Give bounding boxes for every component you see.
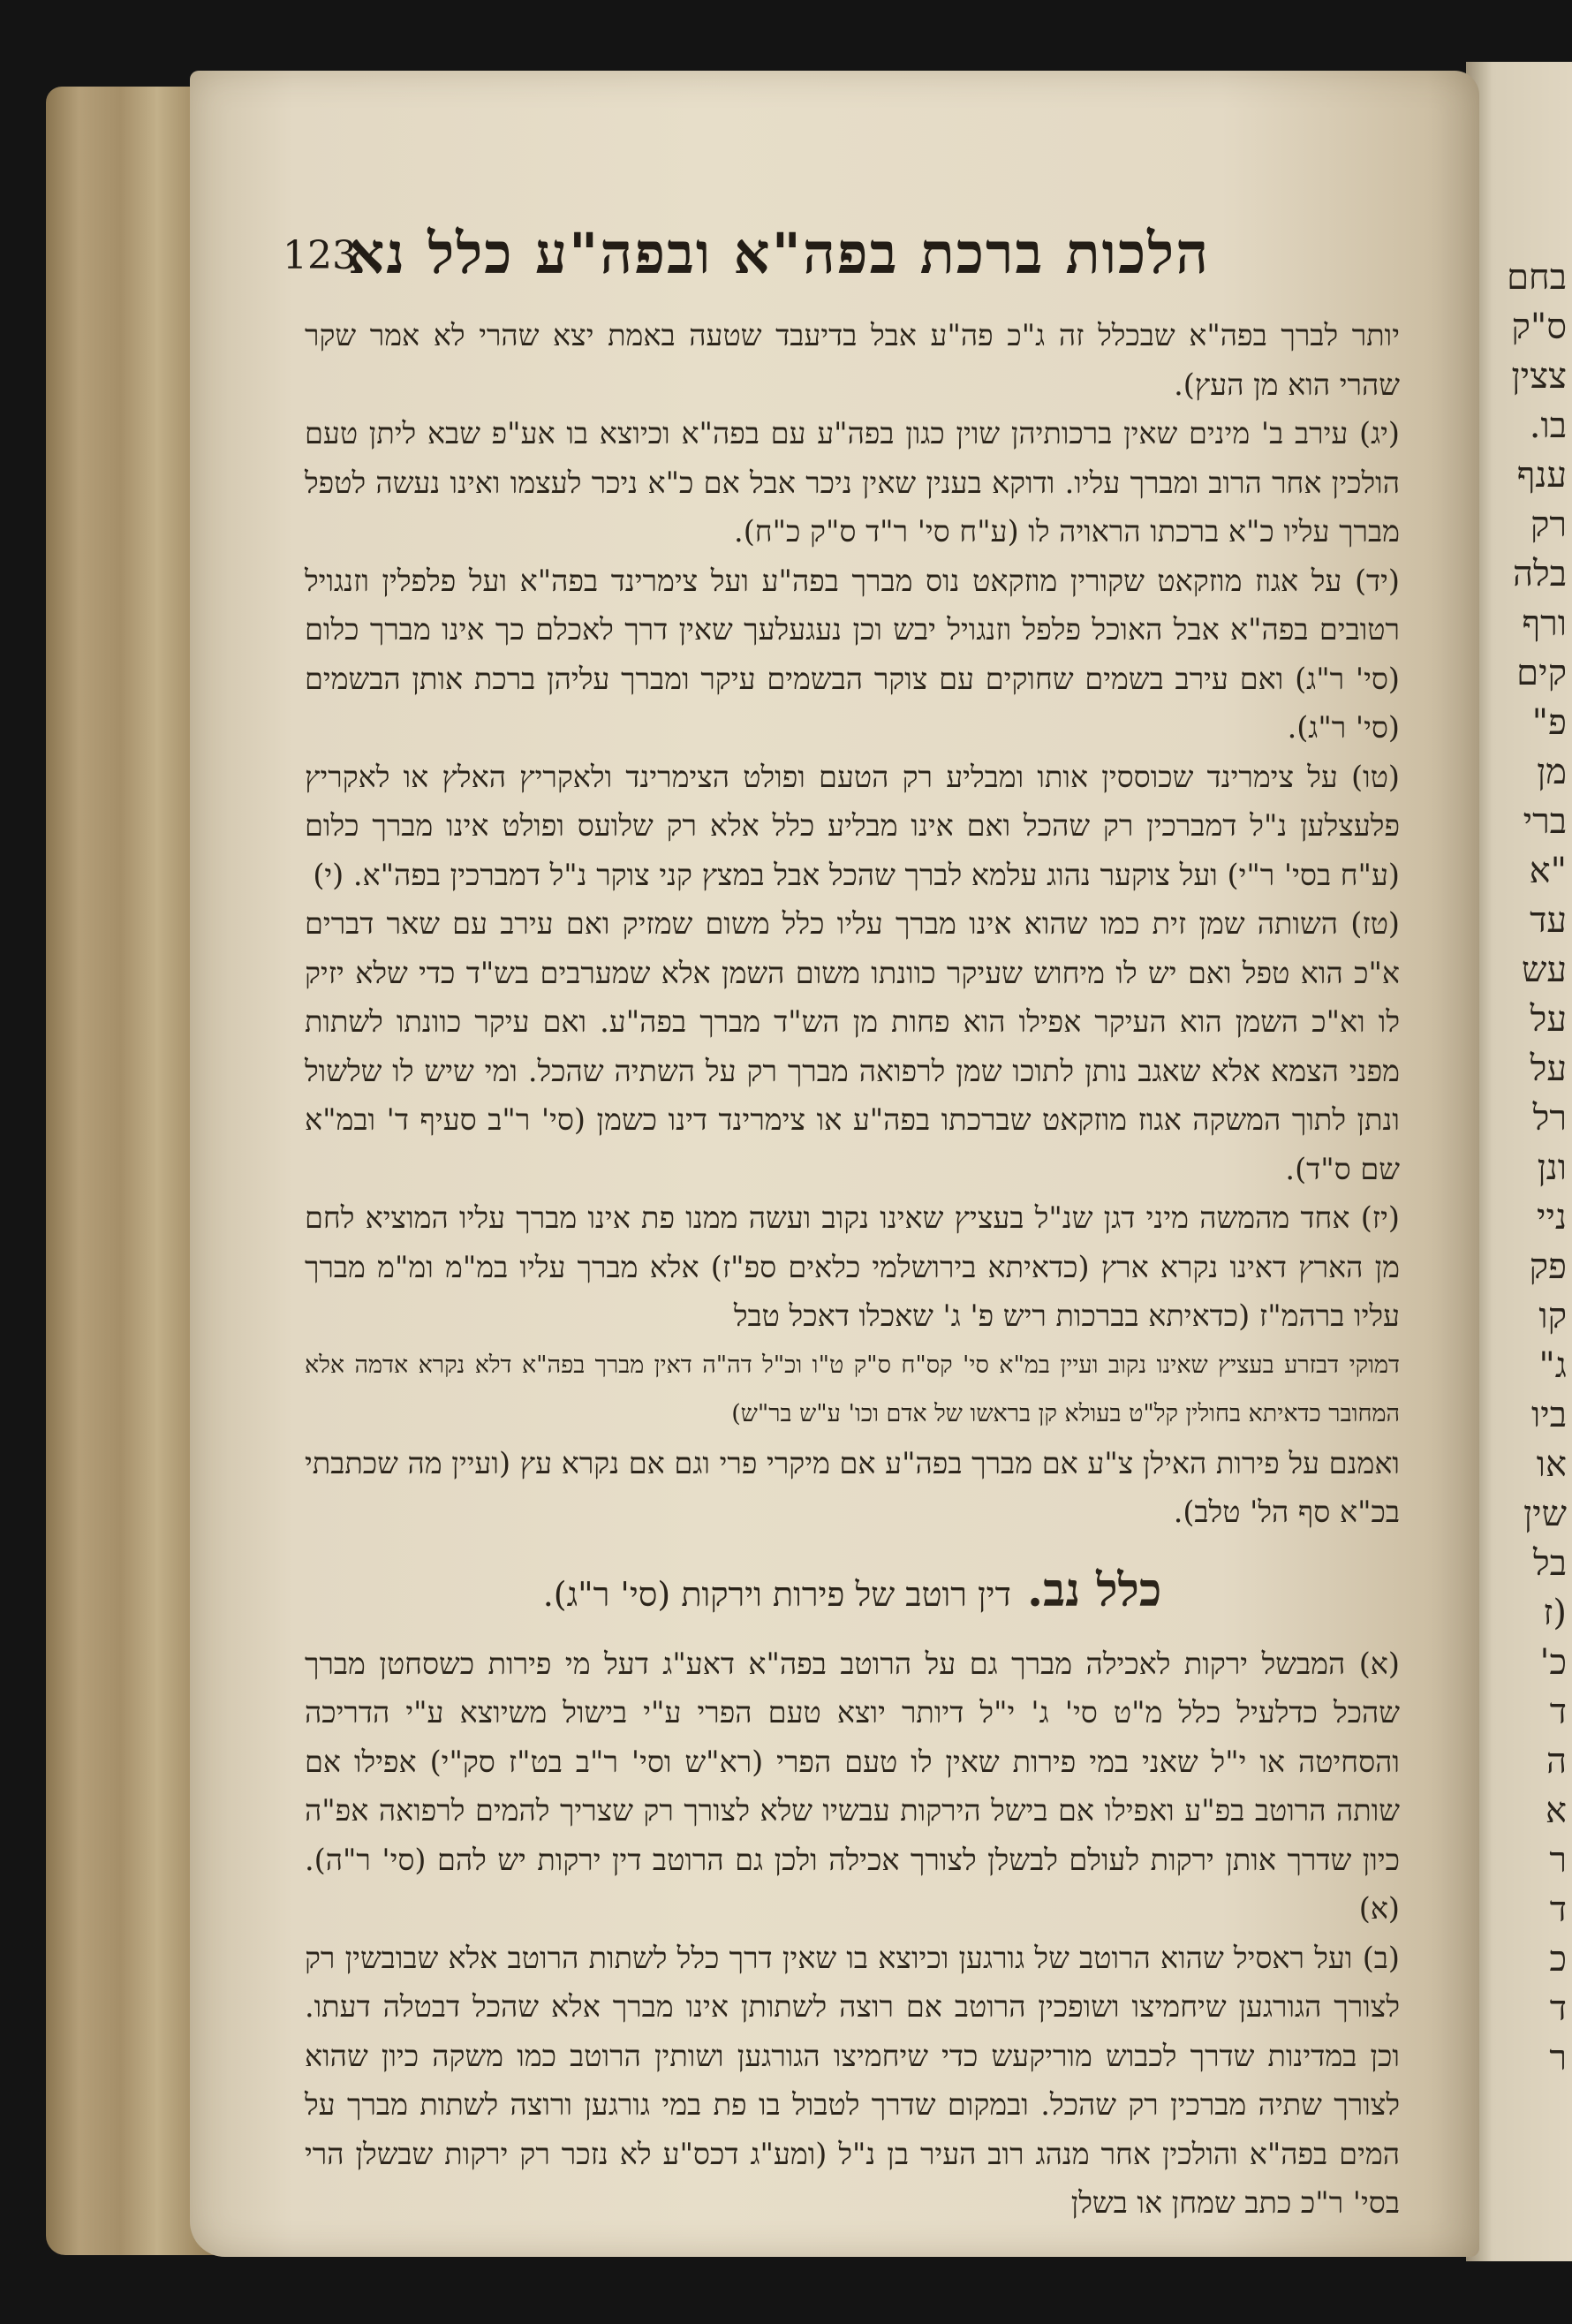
facing-page-line-fragment: ה — [1546, 1741, 1567, 1782]
facing-page-line-fragment: ד — [1549, 1692, 1567, 1732]
facing-page-line-fragment: ד — [1549, 1889, 1567, 1930]
facing-page-line-fragment: כ' — [1539, 1642, 1567, 1683]
facing-page-line-fragment: שין — [1523, 1494, 1567, 1534]
facing-page-line-fragment: בל — [1533, 1543, 1567, 1584]
facing-page-line-fragment: ענף — [1516, 455, 1567, 496]
facing-page-line-fragment: מן — [1537, 752, 1567, 792]
facing-page-line-fragment: בחם — [1507, 257, 1567, 298]
running-title: הלכות ברכת בפה"א ובפה"ע כלל נא — [348, 221, 1210, 287]
chapter-title: כלל נב. — [1027, 1563, 1162, 1617]
facing-page-line-fragment: (ז — [1543, 1593, 1567, 1633]
footnote-text: דמוקי דבזרע בעציץ שאינו נקוב ועיין במ"א סי' קס"ח ס"ק ט"ו וכ"ל דה"ה דאין מברך בפה"א דלא נקרא אדמה אלא המחובר כדאיתא בחולין קל"ט בעולא קן בראשו של אדם וכו' ע"ש בר"ש) — [305, 1351, 1400, 1427]
facing-page-line-fragment: על — [1530, 999, 1567, 1040]
facing-page-line-fragment: פ" — [1531, 702, 1567, 743]
chapter-heading — [305, 1560, 1400, 1625]
facing-page-line-fragment: כ — [1549, 1939, 1567, 1980]
facing-page-line-fragment: רק — [1530, 504, 1567, 545]
facing-page-line-fragment: ונן — [1537, 1147, 1567, 1188]
paragraph: (א) המבשל ירקות לאכילה מברך גם על הרוטב בפה"א דאע"ג דעל מי פירות כשסחטן מברך שהכל כדלעיל כלל מ"ט סי' ג' י"ל דיותר יוצא טעם הפרי ע"י בישול משיוצא ע"י הדריכה והסחיטה או י"ל שאני במי פירות שאין לו טעם הפרי (רא"ש וסי' ר"ב בט"ז סק"י) אפילו אם שותה הרוטב בפ"ע ואפילו אם בישל הירקות עבשיו שלא לצורך רק שצריך להמים לרפואה אפ"ה כיון שדרך אותן ירקות לעולם לבשלן לצורך אכילה ולכן גם הרוטב דין ירקות יש להם (סי' ר"ה). (א) — [305, 1646, 1401, 1926]
main-text — [305, 311, 1400, 2228]
facing-page-line-fragment: פק — [1529, 1246, 1567, 1287]
paragraph: יותר לברך בפה"א שבכלל זה ג"כ פה"ע אבל בדיעבד שטעה באמת יצא שהרי לא אמר שקר שהרי הוא מן העץ). — [305, 318, 1400, 402]
paragraph: (טז) השותה שמן זית כמו שהוא אינו מברך עליו כלל משום שמזיק ואם עירב עם שאר דברים א"כ הוא טפל ואם יש לו מיחוש שעיקר כוונתו משום השמן אלא שמערבים בש"ד כדי שלא יזיק לו וא"כ השמן הוא העיקר אפילו הוא פחות מן הש"ד מברך בפה"ע. ואם עיקר כוונתו לשתות מפני הצמא אלא שאגב נותן לתוכו שמן לרפואה מברך רק על השתיה שהכל. ומי שיש לו שלשול ונתן לתוך המשקה אגוז מוזקאט שברכתו בפה"ע או צימרינד דינו כשמן (סי' ר"ב סעיף ד' ובמ"א שם ס"ד). — [305, 906, 1400, 1186]
facing-page-fragment — [1466, 62, 1572, 2261]
facing-page-line-fragment: או — [1536, 1444, 1567, 1485]
page-number: 123 — [283, 233, 357, 278]
facing-page-line-fragment: בלה — [1513, 554, 1567, 594]
facing-page-line-fragment: ביו — [1531, 1395, 1567, 1435]
paragraph: (יד) על אגוז מוזקאט שקורין מוזקאט נוס מברך בפה"ע ועל צימרינד בפה"א ועל פלפלין וזנגויל רטובים בפה"א אבל האוכל פלפל וזנגויל יבש וכן נעגעלעך שאין דרך לאכלם כך אינו מברך כלום (סי' ר"ג) ואם עירב בשמים שחוקים עם צוקר הבשמים עיקר ומברך עליהן ברכת אותן הבשמים (סי' ר"ג). — [305, 563, 1400, 745]
paragraph: (ב) ועל ראסיל שהוא הרוטב של גורגען וכיוצא בו שאין דרך כלל לשתות הרוטב אלא שבובשין רק לצורך הגורגען שיחמיצו ושופכין הרוטב אם רוצה לשתותן אינו מברך אלא שהכל דבטלה דעתו. וכן במדינות שדרך לכבוש מוריקעש כדי שיחמיצו הגורגען ושותין הרוטב כמו משקה כיון שהוא לצורך שתיה מברכין רק שהכל. ובמקום שדרך לטבול בו פת במי גורגען ורוצה לשתות מברך על המים בפה"א והולכין אחר מנהג רוב העיר בן נ"ל (ומע"ג דכס"ע לא נזכר רק ירקות שבשלן הרי בסי' ר"כ כתב שמחן או בשלן — [305, 1940, 1400, 2220]
facing-page-line-fragment: רל — [1532, 1098, 1567, 1139]
facing-page-line-fragment: ורף — [1522, 603, 1567, 644]
facing-page-line-fragment: ברי — [1523, 801, 1567, 842]
facing-page-line-fragment: ר — [1549, 1840, 1567, 1881]
facing-page-line-fragment: ד — [1549, 1988, 1567, 2029]
facing-page-line-fragment: עד — [1530, 900, 1567, 941]
facing-page-line-fragment: עש — [1522, 950, 1567, 990]
facing-page-line-fragment: ג" — [1538, 1345, 1567, 1386]
facing-page-line-fragment: א — [1545, 1790, 1567, 1831]
facing-page-line-fragment: "א — [1529, 851, 1567, 891]
facing-page-line-fragment: ס"ק — [1511, 307, 1567, 347]
facing-page-line-fragment: ניי — [1537, 1197, 1567, 1238]
facing-page-line-fragment: צצין — [1511, 356, 1567, 397]
paragraph: ואמנם על פירות האילן צ"ע אם מברך בפה"ע אם מיקרי פרי וגם אם נקרא עץ (ועיין מה שכתבתי בכ"א סף הל' טלב). — [305, 1445, 1400, 1529]
facing-page-line-fragment: קו — [1538, 1296, 1567, 1336]
facing-page-line-fragment: בו. — [1529, 405, 1567, 446]
chapter-subtitle: דין רוטב של פירות וירקות (סי' ר"ג). — [542, 1574, 1011, 1614]
facing-page-line-fragment: קים — [1516, 653, 1567, 693]
paragraph: (יז) אחד מהמשה מיני דגן שנ"ל בעציץ שאינו נקוב ועשה ממנו פת אינו מברך עליו המוציא לחם מן הארץ דאינו נקרא ארץ (כדאיתא בירושלמי כלאים ספ"ז) אלא מברך עליו במ"מ ומ"מ מברך עליו ברהמ"ז (כדאיתא בברכות ריש פ' ג' שאכלו דאכל טבל — [305, 1200, 1400, 1333]
facing-page-line-fragment: על — [1530, 1048, 1567, 1089]
paragraph: (יג) עירב ב' מינים שאין ברכותיהן שוין כגון בפה"ע עם בפה"א וכיוצא בו אע"פ שבא ליתן טעם הולכין אחר הרוב ומברך עליו. ודוקא בענין שאין ניכר אבל אם כ"א ניכר לעצמו ואינו נעשה לטפל מברך עליו כ"א ברכתו הראויה לו (ע"ח סי' ר"ד ס"ק כ"ח). — [305, 416, 1400, 549]
paragraph: (טו) על צימרינד שכוססין אותו ומבליע רק הטעם ופולט הצימרינד ולאקריץ האלץ או לאקריץ פלעצלען נ"ל דמברכין רק שהכל ואם אינו מבליע כלל אלא רק שלועס ופולט אינו מברך כלום (ע"ח בסי' ר"י) ועל צוקער נהוג עלמא לברך שהכל אבל במצץ קני צוקר נ"ל דמברכין בפה"א. (י) — [305, 759, 1400, 892]
page-header — [283, 221, 1210, 300]
facing-page-line-fragment: ר — [1549, 2038, 1567, 2078]
